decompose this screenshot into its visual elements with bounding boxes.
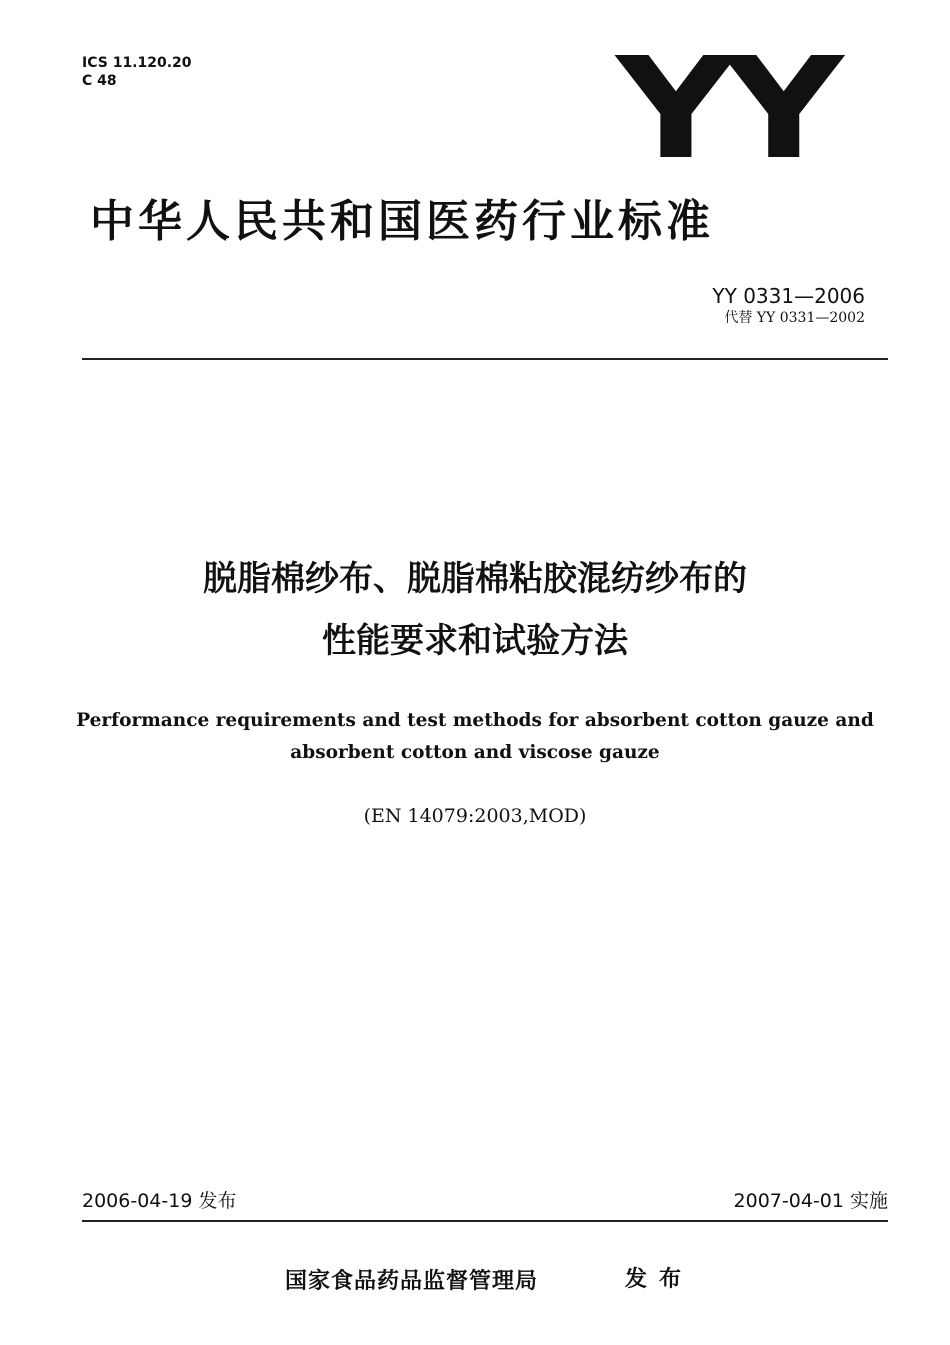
replaces-standard: 代替 YY 0331—2002 xyxy=(724,310,865,326)
title-cn-line1: 脱脂棉纱布、脱脂棉粘胶混纺纱布的 xyxy=(203,559,747,599)
title-cn-line2: 性能要求和试验方法 xyxy=(322,621,628,661)
standard-number-block xyxy=(712,283,865,327)
equivalence-note: (EN 14079:2003,MOD) xyxy=(363,805,587,827)
title-en-line2: absorbent cotton and viscose gauze xyxy=(290,742,660,763)
standard-body-title: 中华人民共和国医药行业标准 xyxy=(90,196,714,247)
implement-date: 2007-04-01 实施 xyxy=(733,1190,888,1212)
ccs-code: C 48 xyxy=(82,73,117,89)
classification-codes xyxy=(82,54,192,90)
issue-label: 发布 xyxy=(625,1267,694,1292)
ics-code: ICS 11.120.20 xyxy=(82,55,192,71)
top-divider xyxy=(82,358,888,360)
yy-logo: YY xyxy=(616,28,832,191)
title-en-line1: Performance requirements and test methods for absorbent cotton gauze and xyxy=(76,710,874,731)
title-chinese xyxy=(0,548,950,672)
standard-number: YY 0331—2006 xyxy=(712,284,865,308)
issue-date: 2006-04-19 发布 xyxy=(82,1190,237,1212)
bottom-divider xyxy=(82,1220,888,1222)
title-english xyxy=(0,705,950,769)
issuing-authority: 国家食品药品监督管理局 xyxy=(285,1269,539,1294)
